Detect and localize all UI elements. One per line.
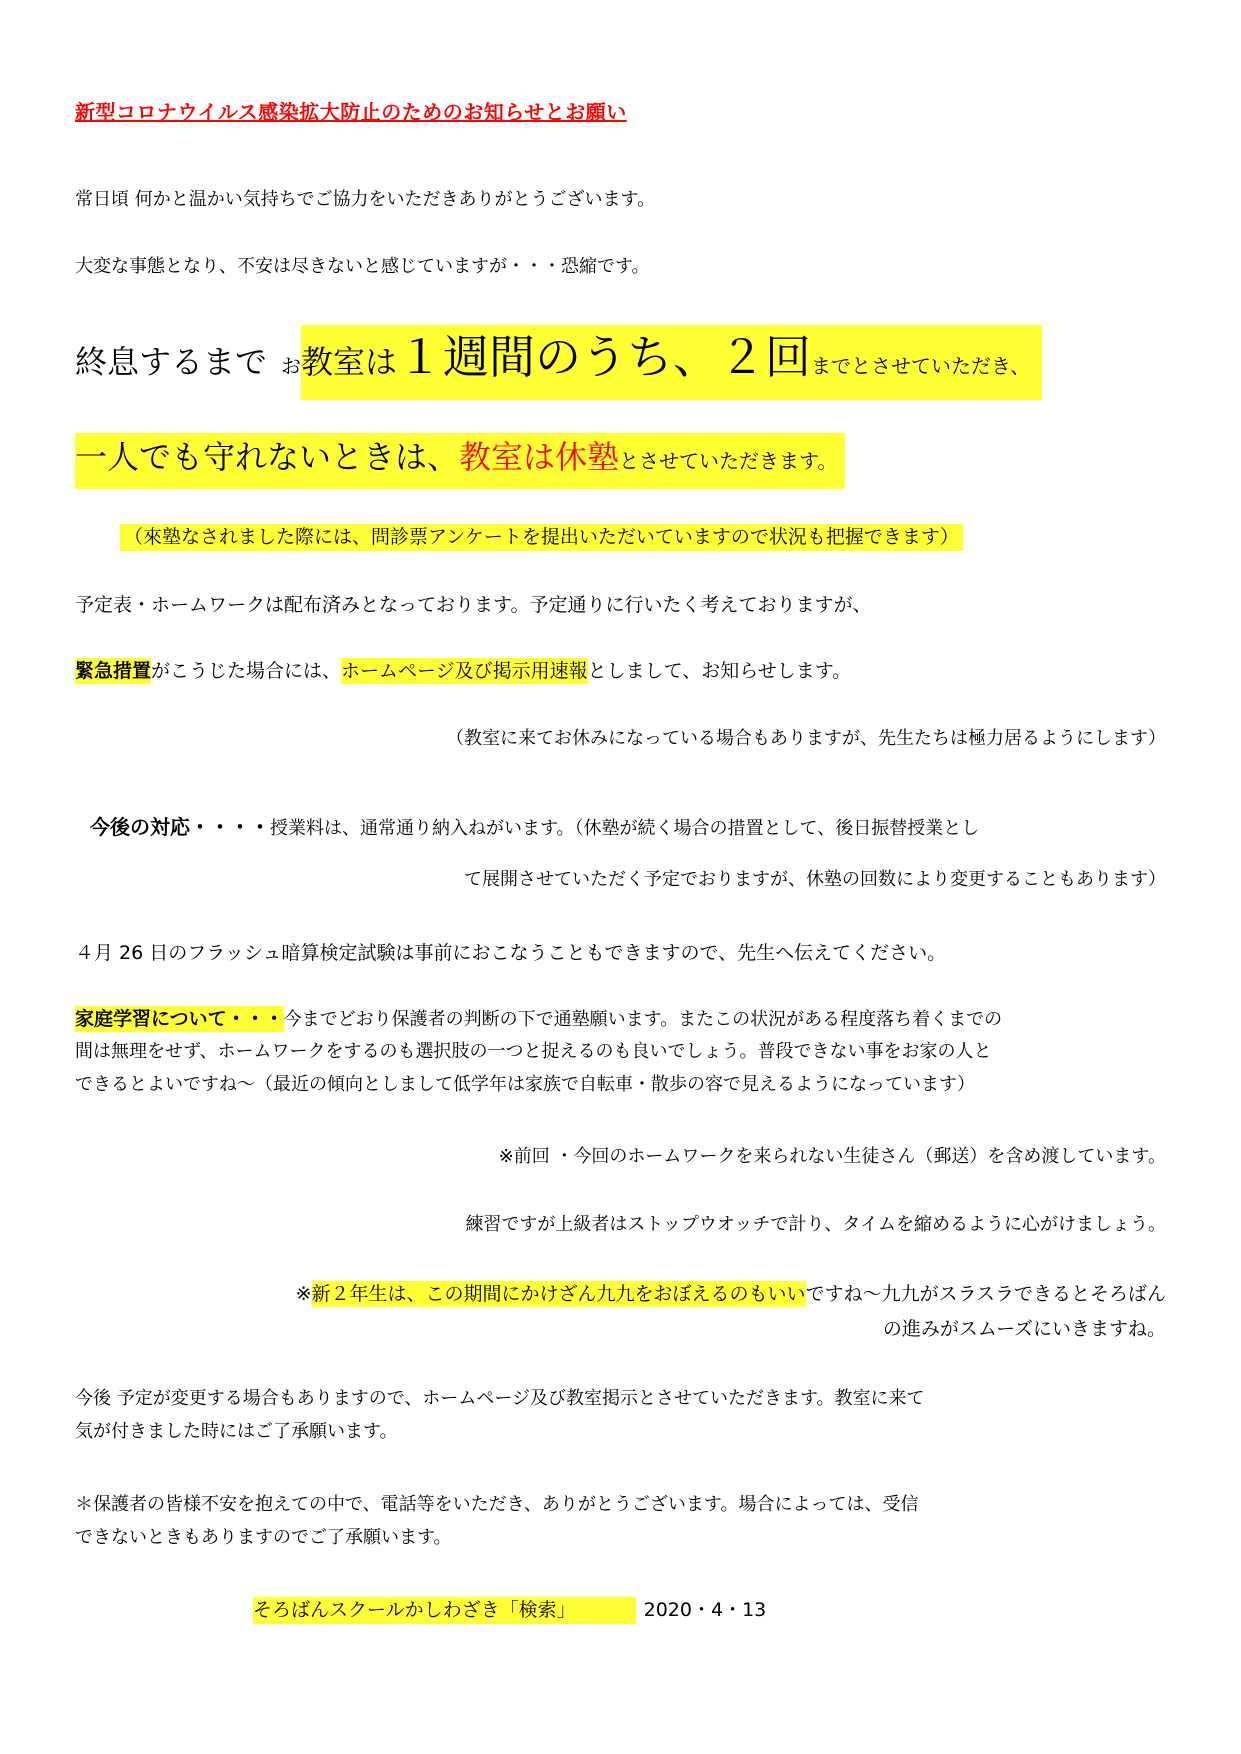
frequency-highlight <box>301 325 1042 400</box>
home-study-line-2: 間は無理をせず、ホームワークをするのも選択肢の一つと捉えるのも良いでしょう。普段できない事をお家の人と <box>75 1041 992 1062</box>
school-name: そろばんスクールかしわざき「検索」 <box>253 1597 636 1624</box>
situation-text: 大変な事態となり、不安は尽きないと感じていますが・・・恐縮です。 <box>75 256 650 277</box>
emergency-line <box>75 660 851 683</box>
teachers-note: （教室に来てお休みになっている場合もありますが、先生たちは極力居るようにします） <box>446 728 1166 749</box>
homepage-notice-highlight: ホームページ及び掲示用速報 <box>341 660 588 682</box>
greeting-text: 常日頃 何かと温かい気持ちでご協力をいただきありがとうございます。 <box>75 189 656 210</box>
previous-homework-note: ※前回 ・今回のホームワークを来られない生徒さん（郵送）を含め渡しています。 <box>498 1146 1166 1167</box>
note-mark: ※ <box>295 1283 312 1305</box>
frequency-text: １週間のうち、２回 <box>397 330 812 384</box>
emergency-text: がこうじた場合には、 <box>151 660 342 682</box>
emergency-label: 緊急措置 <box>75 660 152 682</box>
home-study-label: 家庭学習について・・・ <box>75 1008 284 1030</box>
home-study-text-1: 今までどおり保護者の判断の下で通塾願います。またこの状況がある程度落ち着くまでの <box>283 1009 1003 1030</box>
practice-note: 練習ですが上級者はストップウオッチで計り、タイムを縮めるように心がけましょう。 <box>465 1214 1166 1235</box>
closure-text: 教室は休塾 <box>459 438 620 476</box>
until-end-text: 終息するまで <box>75 343 268 381</box>
footer <box>253 1597 766 1624</box>
allow-text: までとさせていただき、 <box>811 354 1031 378</box>
closure-tail-text: とさせていただきます。 <box>619 449 838 473</box>
big-notice-line-1 <box>75 325 1042 400</box>
second-grade-line-2: の進みがスムーズにいきますね。 <box>882 1318 1166 1340</box>
home-study-line-1 <box>75 1008 1002 1031</box>
notify-text: としまして、お知らせします。 <box>587 660 852 682</box>
future-response-label: 今後の対応・・・・ <box>90 815 270 839</box>
flash-exam-text: ４月 26 日のフラッシュ暗算検定試験は事前におこなうこともできますので、先生へ伝えてください。 <box>75 942 947 964</box>
honorific-text: お <box>281 354 302 378</box>
home-study-line-3: できるとよいですね～（最近の傾向としまして低学年は家族で自転車・散歩の容で見えるようになっています） <box>75 1074 975 1095</box>
one-rule-text: 一人でも守れないときは、 <box>75 438 460 476</box>
tuition-text: 授業料は、通常通り納入ねがいます。（休塾が続く場合の措置として、後日振替授業とし <box>270 818 980 839</box>
second-grade-line-1 <box>296 1283 1166 1306</box>
phone-notice-line-2: できないときもありますのでご了承願います。 <box>75 1527 452 1548</box>
change-notice-line-2: 気が付きました時にはご了承願います。 <box>75 1421 398 1442</box>
classroom-label: 教室は <box>301 343 398 381</box>
schedule-text: 予定表・ホームワークは配布済みとなっております。予定通りに行いたく考えておりますが、 <box>75 594 872 616</box>
future-response-line-2: て展開させていただく予定でおりますが、休塾の回数により変更することもあります） <box>464 869 1166 890</box>
footer-date: 2020・4・13 <box>643 1599 767 1621</box>
phone-notice-line-1: ＊保護者の皆様不安を抱えての中で、電話等をいただき、ありがとうございます。場合によっては、受信 <box>75 1494 919 1515</box>
questionnaire-note: （來塾なされました際には、問診票アンケートを提出いただいていますので状況も把握できます） <box>120 524 963 551</box>
big-notice-line-2 <box>75 433 845 489</box>
change-notice-line-1: 今後 予定が変更する場合もありますので、ホームページ及び教室掲示とさせていただきます。教室に来て <box>75 1388 925 1409</box>
second-grade-text: ですね～九九がスラスラできるとそろばん <box>805 1283 1166 1305</box>
page-title: 新型コロナウイルス感染拡大防止のためのお知らせとお願い <box>75 100 627 124</box>
future-response-line-1 <box>90 815 979 840</box>
second-grade-highlight: 新２年生は、この期間にかけざん九九をおぼえるのもいい <box>311 1283 806 1305</box>
